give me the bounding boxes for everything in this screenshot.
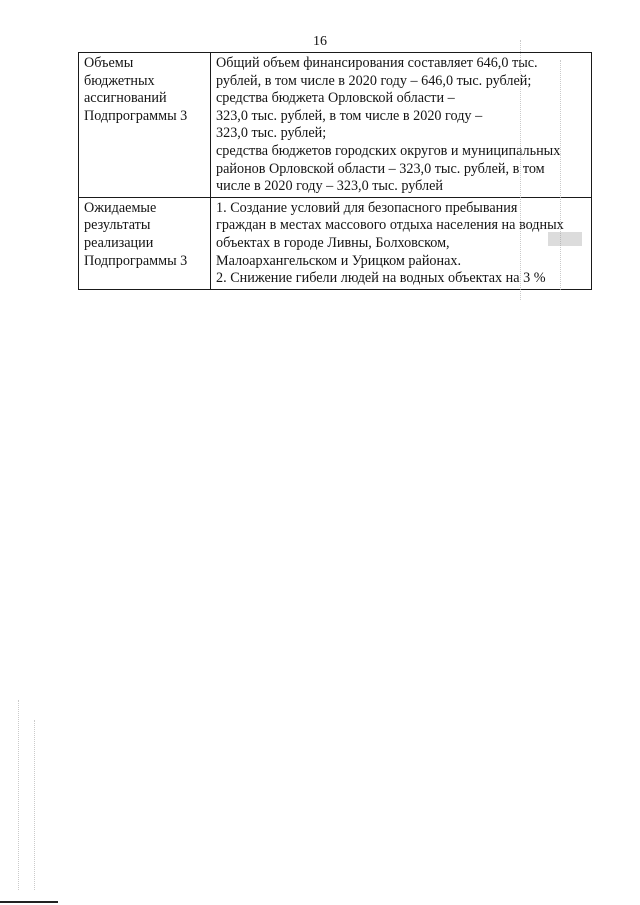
page-number: 16 [313,34,327,49]
scan-artifact [34,720,35,890]
row-content-results [211,197,592,289]
content-line: средства бюджета Орловской области – [216,90,455,107]
content-line: рублей, в том числе в 2020 году – 646,0 тыс. рублей; [216,72,532,89]
label-line: результаты [84,217,151,234]
row-label-budget [79,53,211,198]
content-line: 2. Снижение гибели людей на водных объектах на 3 % [216,270,546,287]
content-line: Общий объем финансирования составляет 646,0 тыс. [216,55,538,71]
content-line: 1. Создание условий для безопасного пребывания [216,199,518,216]
scan-artifact [18,700,19,890]
table-row-results [79,197,592,289]
content-line: граждан в местах массового отдыха населения на водных [216,217,564,234]
content-line: числе в 2020 году – 323,0 тыс. рублей [216,178,444,195]
content-line: районов Орловской области – 323,0 тыс. рублей, в том [216,160,545,177]
content-line: объектах в городе Ливны, Болховском, [216,234,450,251]
label-line: реализации [84,234,154,251]
content-line: Малоархангельском и Урицком районах. [216,252,462,269]
scan-artifact [548,232,582,246]
content-line: средства бюджетов городских округов и муниципальных [216,142,561,159]
row-content-budget [211,53,592,198]
label-line: ассигнований [84,90,167,107]
label-line: Объемы [84,55,134,71]
label-line: бюджетных [84,72,155,89]
table-row-budget [79,53,592,198]
content-line: 323,0 тыс. рублей; [216,125,327,142]
subprogram-passport-table [78,52,592,290]
label-line: Подпрограммы 3 [84,107,188,124]
label-line: Ожидаемые [84,199,157,216]
scan-artifact [560,60,561,290]
scan-artifact [0,901,58,903]
content-line: 323,0 тыс. рублей, в том числе в 2020 году – [216,107,483,124]
label-line: Подпрограммы 3 [84,252,188,269]
row-label-results [79,197,211,289]
scan-artifact [520,40,521,300]
